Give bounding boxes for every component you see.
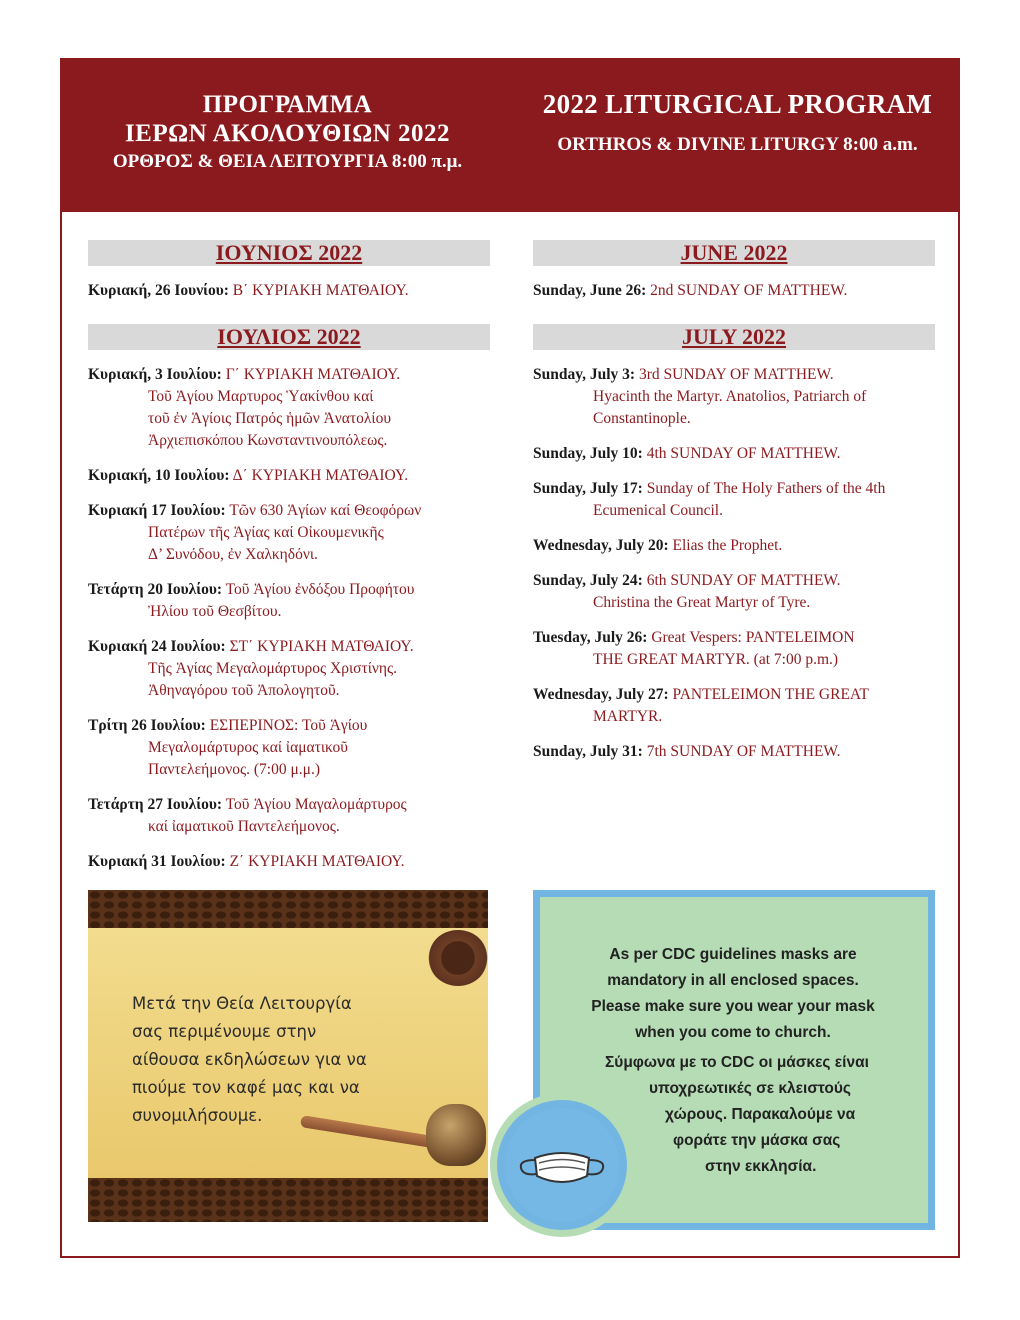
entry-title: ΣΤ΄ ΚΥΡΙΑΚΗ ΜΑΤΘΑΙΟΥ. (229, 638, 414, 655)
entry-date: Κυριακή 17 Ιουλίου: (88, 502, 226, 519)
schedule-entry (533, 443, 935, 465)
greek-subtitle: ΟΡΘΡΟΣ & ΘΕΙΑ ΛΕΙΤΟΥΡΓΙΑ 8:00 π.μ. (112, 151, 463, 172)
entry-title: 3rd SUNDAY OF MATTHEW. (638, 366, 834, 383)
greek-title-line2: ΙΕΡΩΝ ΑΚΟΛΟΥΘΙΩΝ 2022 (124, 120, 451, 147)
entry-title: Γ΄ ΚΥΡΙΑΚΗ ΜΑΤΘΑΙΟΥ. (225, 366, 401, 383)
entry-date: Κυριακή, 3 Ιουλίου: (88, 366, 222, 383)
schedule-entry (533, 684, 935, 728)
entry-continuation: Τῆς Ἁγίας Μεγαλομάρτυρος Χριστίνης. (148, 660, 398, 677)
coffee-cup-image (428, 930, 488, 986)
coffee-text-line: πιούμε τον καφέ μας και να (132, 1078, 360, 1097)
entry-date: Sunday, July 17: (533, 480, 643, 497)
schedule-entry (533, 364, 935, 430)
entry-title: Τοῦ Ἁγίου Μαγαλομάρτυρος (225, 796, 407, 813)
entry-date: Τετάρτη 27 Ιουλίου: (88, 796, 223, 813)
english-schedule-column (533, 240, 935, 776)
entry-title: Τῶν 630 Ἁγίων καί Θεοφόρων (229, 502, 422, 519)
mask-badge-inner (505, 1108, 619, 1222)
entry-date: Sunday, July 3: (533, 366, 636, 383)
coffee-pot-image (426, 1104, 486, 1166)
notice-line: As per CDC guidelines masks are (609, 946, 857, 963)
entry-title: 2nd SUNDAY OF MATTHEW. (650, 282, 848, 299)
entry-date: Κυριακή 31 Ιουλίου: (88, 853, 226, 870)
schedule-entry (88, 851, 490, 873)
notice-line: mandatory in all enclosed spaces. (607, 972, 859, 989)
notice-line: when you come to church. (635, 1024, 831, 1041)
entry-date: Κυριακή 24 Ιουλίου: (88, 638, 226, 655)
entry-continuation: MARTYR. (593, 708, 663, 725)
schedule-entry (88, 636, 490, 702)
entry-date: Sunday, July 31: (533, 743, 643, 760)
entry-date: Sunday, July 10: (533, 445, 643, 462)
entry-continuation: καί ἰαματικοῦ Παντελεήμονος. (148, 818, 340, 835)
entry-title: ΕΣΠΕΡΙΝΟΣ: Τοῦ Ἁγίου (209, 717, 368, 734)
notice-line: στην εκκλησία. (705, 1158, 817, 1175)
entry-continuation: Ἠλίου τοῦ Θεσβίτου. (148, 603, 282, 620)
entry-continuation: Ἀθηναγόρου τοῦ Ἀπολογητοῦ. (148, 682, 340, 699)
schedule-entry (88, 579, 490, 623)
entry-title: Ζ΄ ΚΥΡΙΑΚΗ ΜΑΤΘΑΙΟΥ. (229, 853, 405, 870)
english-header (515, 88, 960, 156)
entry-date: Sunday, July 24: (533, 572, 643, 589)
entry-date: Κυριακή, 26 Ιουνίου: (88, 282, 229, 299)
mask-notice-greek (593, 1050, 893, 1180)
greek-june-list (88, 280, 490, 302)
entry-title: Elias the Prophet. (672, 537, 783, 554)
schedule-entry (533, 570, 935, 614)
schedule-entry (88, 715, 490, 781)
entry-title: PANTELEIMON THE GREAT (672, 686, 869, 703)
entry-continuation: Christina the Great Martyr of Tyre. (593, 594, 811, 611)
english-june-heading: JUNE 2022 (533, 240, 935, 266)
entry-continuation: τοῦ ἐν Ἁγίοις Πατρός ἡμῶν Ἀνατολίου (148, 410, 392, 427)
entry-title: Sunday of The Holy Fathers of the 4th (646, 480, 886, 497)
greek-july-heading: ΙΟΥΛΙΟΣ 2022 (88, 324, 490, 350)
coffee-beans-bottom-image (88, 1178, 488, 1222)
coffee-invitation-text (132, 990, 392, 1130)
entry-continuation: Ἀρχιεπισκόπου Κωνσταντινουπόλεως. (148, 432, 388, 449)
entry-continuation: Τοῦ Ἁγίου Μαρτυρος Ὑακίνθου καί (148, 388, 374, 405)
entry-date: Wednesday, July 27: (533, 686, 669, 703)
schedule-entry (533, 627, 935, 671)
greek-schedule-column (88, 240, 490, 886)
notice-line: χώρους. Παρακαλούμε να (665, 1106, 856, 1123)
mask-notice-english (573, 942, 893, 1046)
entry-date: Τρίτη 26 Ιουλίου: (88, 717, 206, 734)
entry-continuation: THE GREAT MARTYR. (at 7:00 p.m.) (593, 651, 839, 668)
english-subtitle: ORTHROS & DIVINE LITURGY 8:00 a.m. (557, 134, 918, 155)
entry-date: Τετάρτη 20 Ιουλίου: (88, 581, 223, 598)
face-mask-icon (505, 1108, 619, 1222)
entry-title: 6th SUNDAY OF MATTHEW. (646, 572, 841, 589)
coffee-text-line: σας περιμένουμε στην (132, 1022, 317, 1041)
entry-title: Great Vespers: PANTELEIMON (651, 629, 855, 646)
header-banner (60, 58, 960, 212)
entry-title: Δ΄ ΚΥΡΙΑΚΗ ΜΑΤΘΑΙΟΥ. (232, 467, 409, 484)
entry-title: 7th SUNDAY OF MATTHEW. (646, 743, 841, 760)
entry-date: Κυριακή, 10 Ιουλίου: (88, 467, 230, 484)
notice-line: Σύμφωνα με το CDC οι μάσκες είναι (605, 1054, 869, 1071)
schedule-entry (533, 280, 935, 302)
schedule-entry (88, 794, 490, 838)
entry-continuation: Μεγαλομάρτυρος καί ἰαματικοῦ (148, 739, 348, 756)
english-july-list (533, 364, 935, 763)
entry-title: Β΄ ΚΥΡΙΑΚΗ ΜΑΤΘΑΙΟΥ. (232, 282, 409, 299)
entry-continuation: Constantinople. (593, 410, 691, 427)
notice-line: φοράτε την μάσκα σας (673, 1132, 841, 1149)
entry-continuation: Δ’ Συνόδου, ἐν Χαλκηδόνι. (148, 546, 318, 563)
entry-title: 4th SUNDAY OF MATTHEW. (646, 445, 841, 462)
schedule-entry (88, 364, 490, 452)
schedule-entry (533, 741, 935, 763)
coffee-text-line: αίθουσα εκδηλώσεων για να (132, 1050, 367, 1069)
entry-title: Τοῦ Ἁγίου ἐνδόξου Προφήτου (225, 581, 415, 598)
mask-notice-card (533, 890, 935, 1230)
entry-date: Tuesday, July 26: (533, 629, 648, 646)
schedule-entry (88, 500, 490, 566)
greek-header (60, 90, 515, 176)
coffee-beans-top-image (88, 890, 488, 932)
notice-line: υποχρεωτικές σε κλειστούς (649, 1080, 851, 1097)
english-july-heading: JULY 2022 (533, 324, 935, 350)
schedule-entry (533, 478, 935, 522)
schedule-entry (88, 465, 490, 487)
coffee-text-line: συνομιλήσουμε. (132, 1106, 263, 1125)
entry-date: Sunday, June 26: (533, 282, 647, 299)
entry-continuation: Πατέρων τῆς Ἁγίας καί Οἰκουμενικῆς (148, 524, 384, 541)
entry-continuation: Hyacinth the Martyr. Anatolios, Patriarch of (593, 388, 867, 405)
greek-june-heading: ΙΟΥΝΙΟΣ 2022 (88, 240, 490, 266)
schedule-entry (533, 535, 935, 557)
entry-continuation: Ecumenical Council. (593, 502, 723, 519)
greek-title-line1: ΠΡΟΓΡΑΜΜΑ (202, 91, 373, 118)
schedule-entry (88, 280, 490, 302)
mask-badge (497, 1100, 627, 1230)
entry-continuation: Παντελεήμονος. (7:00 μ.μ.) (148, 761, 321, 778)
entry-date: Wednesday, July 20: (533, 537, 669, 554)
coffee-text-line: Μετά την Θεία Λειτουργία (132, 994, 352, 1013)
notice-line: Please make sure you wear your mask (591, 998, 875, 1015)
english-june-list (533, 280, 935, 302)
greek-july-list (88, 364, 490, 873)
english-title: 2022 LITURGICAL PROGRAM (542, 89, 933, 119)
coffee-hour-card (88, 890, 488, 1222)
